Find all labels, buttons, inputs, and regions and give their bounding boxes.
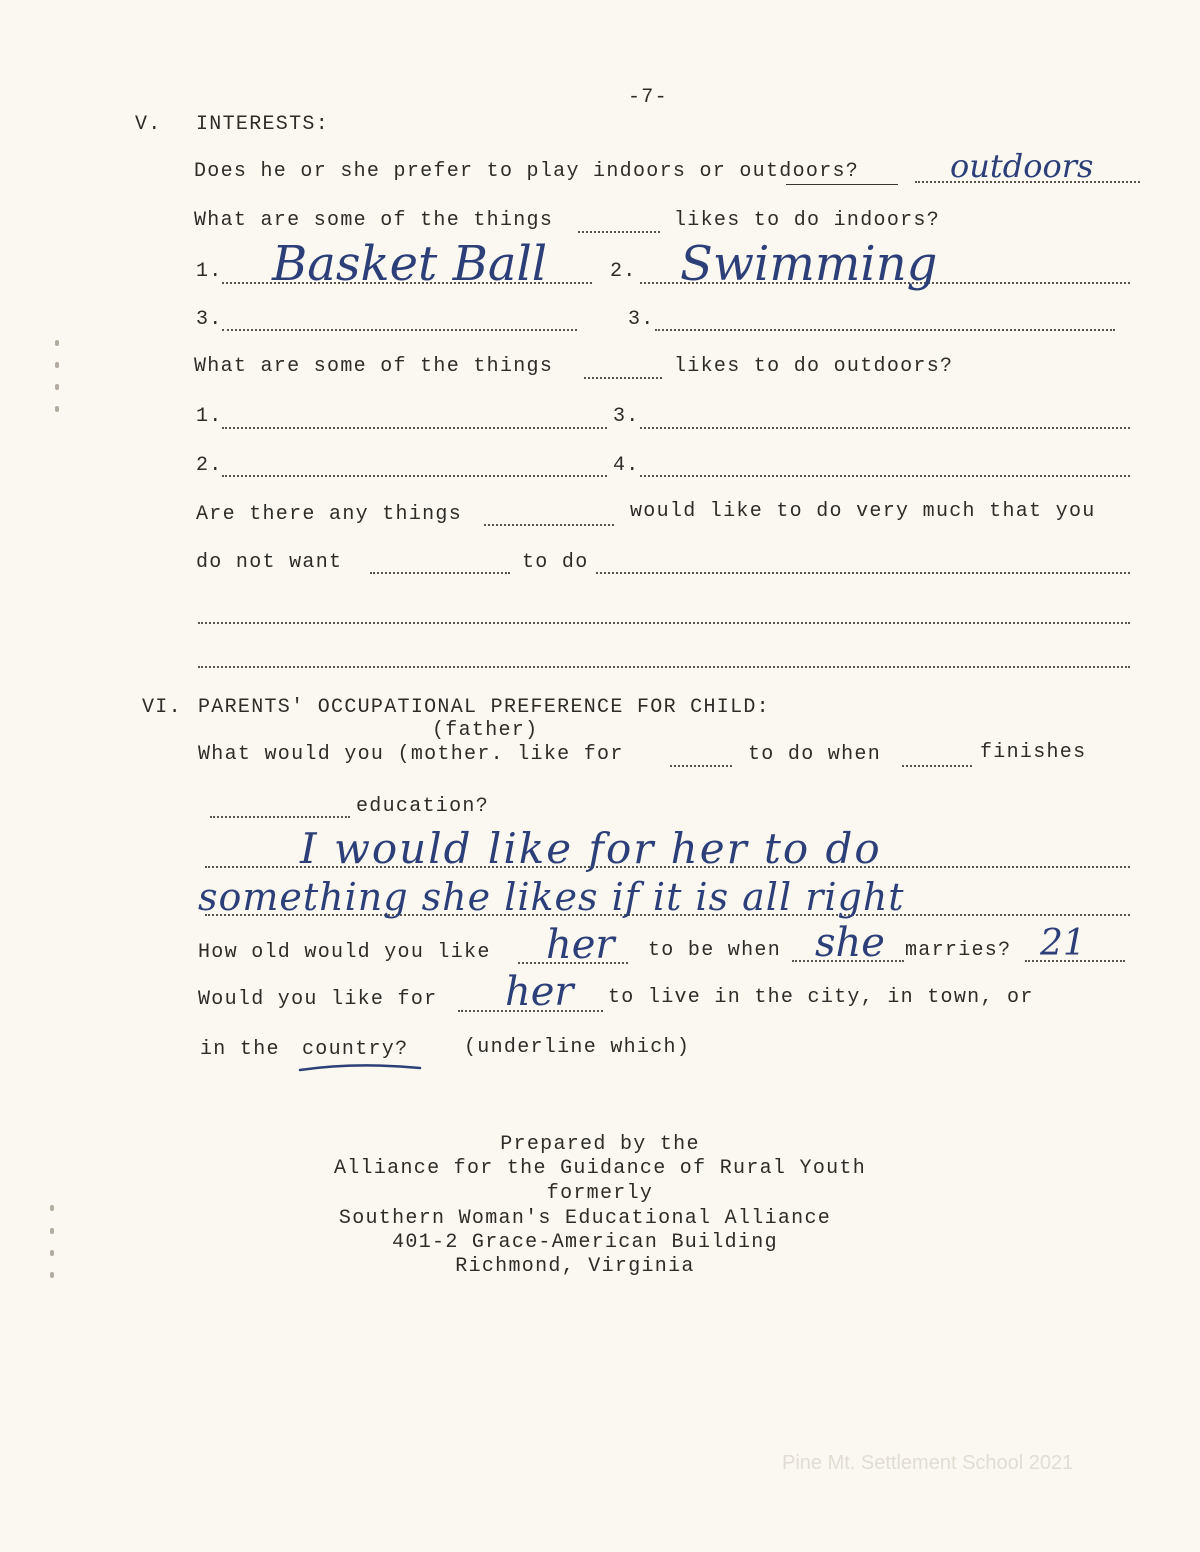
credit-line: formerly (546, 1182, 654, 1205)
section-numeral: VI. (142, 696, 182, 719)
name-blank (484, 524, 614, 526)
name-blank (578, 231, 660, 233)
answer-age-pronoun: her (546, 922, 615, 968)
credit-line: Southern Woman's Educational Alliance (338, 1207, 832, 1230)
name-blank (902, 765, 972, 767)
answer-blank (198, 666, 1130, 668)
answer-blank (222, 475, 607, 477)
question-like-d: education? (356, 795, 490, 818)
preference-answer-line1: I would like for her to do (300, 824, 882, 873)
country-pen-underline (296, 1060, 426, 1076)
item-number: 2. (196, 454, 223, 477)
question-age-b: to be when (648, 939, 782, 962)
answer-blank (222, 329, 577, 331)
question-outdoors: What are some of the things (194, 355, 554, 378)
option-country: country? (302, 1038, 409, 1061)
question-things-line2: do not want (196, 551, 343, 574)
credit-line: Richmond, Virginia (455, 1255, 695, 1278)
credit-line: Alliance for the Guidance of Rural Youth (333, 1157, 867, 1180)
question-outdoors-end: likes to do outdoors? (674, 355, 954, 378)
answer-live-pronoun: her (505, 969, 574, 1015)
question-like-c: finishes (980, 741, 1087, 764)
section-heading: INTERESTS: (196, 113, 330, 136)
section-heading: PARENTS' OCCUPATIONAL PREFERENCE FOR CHILD: (198, 696, 770, 719)
question-indoors-end: likes to do indoors? (674, 209, 941, 232)
question-indoors: What are some of the things (194, 209, 554, 232)
question-age-c: marries? (905, 939, 1012, 962)
name-blank (210, 816, 350, 818)
name-blank (584, 377, 662, 379)
question-things: Are there any things (196, 503, 463, 526)
question-live-b: to live in the city, in town, or (608, 986, 1034, 1009)
answer-blank (640, 475, 1130, 477)
question-live-c: in the (200, 1038, 280, 1061)
question-things-cont: would like to do very much that you (630, 500, 1096, 523)
item-number: 1. (196, 260, 223, 283)
answer-blank (222, 427, 607, 429)
page-number: -7- (628, 86, 668, 109)
item-number: 4. (613, 454, 640, 477)
credit-line: Prepared by the (500, 1133, 700, 1156)
section-numeral: V. (135, 113, 162, 136)
answer-blank (655, 329, 1115, 331)
answer-age-she: she (815, 920, 885, 966)
name-blank (370, 572, 510, 574)
indoor-answer-2: Swimming (680, 236, 938, 292)
watermark: Pine Mt. Settlement School 2021 (782, 1452, 1074, 1474)
question-prefer: Does he or she prefer to play indoors or outdoors? (194, 160, 860, 183)
question-age: How old would you like (198, 941, 491, 964)
item-number: 3. (628, 308, 655, 331)
answer-blank (640, 427, 1130, 429)
parent-father: (father) (432, 719, 539, 742)
question-live: Would you like for (198, 988, 438, 1011)
preference-answer-line2: something she likes if it is all right (198, 875, 905, 919)
item-number: 3. (196, 308, 223, 331)
answer-blank (198, 622, 1130, 624)
question-live-d: (underline which) (464, 1036, 691, 1059)
answer-prefer: outdoors (950, 147, 1094, 185)
item-number: 3. (613, 405, 640, 428)
question-like-b: to do when (748, 743, 882, 766)
indoor-answer-1: Basket Ball (272, 236, 548, 292)
item-number: 2. (610, 260, 637, 283)
outdoors-underline (786, 184, 898, 185)
answer-blank (596, 572, 1130, 574)
name-blank (670, 765, 732, 767)
answer-age: 21 (1040, 923, 1086, 964)
credit-line: 401-2 Grace-American Building (392, 1231, 778, 1254)
item-number: 1. (196, 405, 223, 428)
question-things-line2-end: to do (522, 551, 589, 574)
question-like: What would you (mother. like for (198, 743, 624, 766)
